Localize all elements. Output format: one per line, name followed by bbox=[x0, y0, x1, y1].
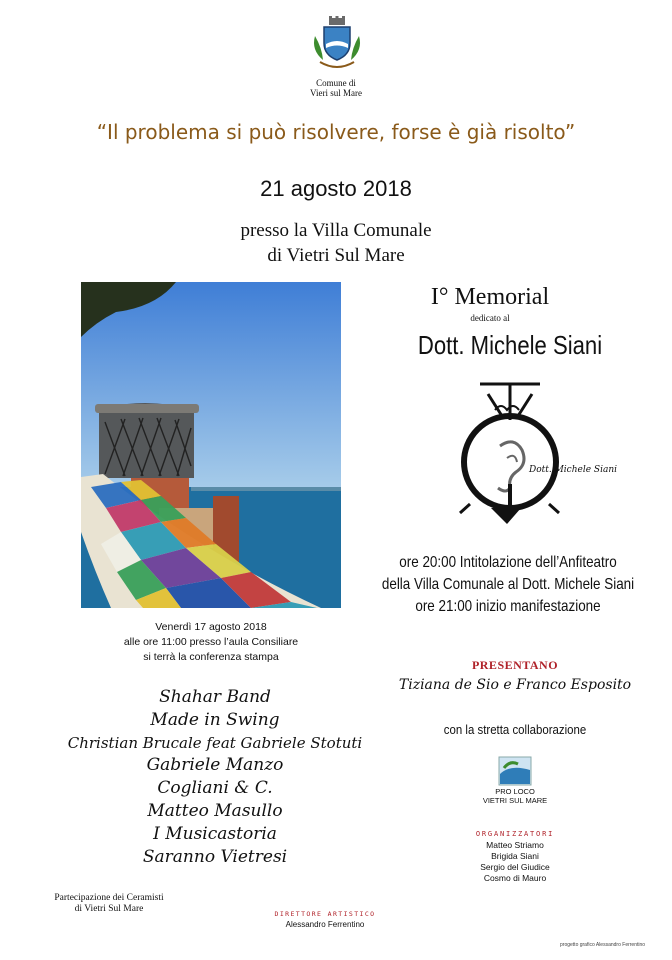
villa-photo bbox=[81, 282, 341, 608]
organizer-name: Brigida Siani bbox=[491, 851, 539, 861]
band-list bbox=[40, 686, 390, 868]
presenters-names: Tiziana de Sio e Franco Esposito bbox=[398, 677, 632, 693]
ceramisti-line-1: Partecipazione dei Ceramisti bbox=[54, 893, 164, 903]
organizer-name: Sergio del Giudice bbox=[480, 862, 550, 872]
press-line-2: alle ore 11:00 presso l’aula Consiliare bbox=[123, 636, 299, 648]
organizer-name: Cosmo di Mauro bbox=[483, 873, 547, 883]
ceramisti-line-2: di Vietri Sul Mare bbox=[74, 904, 144, 914]
organizers-list bbox=[450, 840, 580, 884]
venue-line-1: presso la Villa Comunale bbox=[240, 220, 432, 241]
crest-caption bbox=[276, 78, 396, 98]
pro-loco-line-1: PRO LOCO bbox=[495, 787, 535, 796]
venue bbox=[0, 218, 672, 268]
crest-name: Comune di bbox=[316, 78, 356, 88]
director-name: Alessandro Ferrentino bbox=[285, 920, 365, 929]
quote-text: “Il problema si può risolvere, forse è già risolto” bbox=[96, 120, 576, 144]
crest-place: Vieri sul Mare bbox=[310, 88, 362, 98]
press-conference bbox=[81, 620, 341, 665]
band-item: Matteo Masullo bbox=[147, 800, 283, 821]
event-date: 21 agosto 2018 bbox=[260, 176, 412, 201]
schedule bbox=[375, 552, 640, 618]
band-item: Gabriele Manzo bbox=[146, 755, 284, 776]
band-item: Cogliani & C. bbox=[157, 778, 273, 799]
presenters-heading: PRESENTANO bbox=[471, 658, 559, 672]
drum-ear-logo bbox=[455, 380, 625, 530]
band-item: Shahar Band bbox=[159, 687, 271, 707]
pro-loco-line-2: VIETRI SUL MARE bbox=[482, 796, 548, 805]
pro-loco-text bbox=[470, 787, 560, 805]
memorial-title: I° Memorial bbox=[430, 284, 550, 310]
graphic-credit: progetto grafico Alessandro Ferrentino bbox=[560, 942, 646, 948]
logo-caption: Dott. Michele Siani bbox=[529, 465, 617, 475]
band-item: Saranno Vietresi bbox=[142, 846, 288, 867]
memorial-dedicated: dedicato al bbox=[470, 313, 510, 323]
ceramisti-note bbox=[34, 893, 184, 915]
organizer-name: Matteo Striamo bbox=[486, 840, 544, 850]
director-heading: DIRETTORE ARTISTICO bbox=[274, 910, 376, 918]
municipal-crest-logo bbox=[306, 14, 368, 78]
schedule-line-2: della Villa Comunale al Dott. Michele Siani bbox=[381, 576, 635, 593]
memorial-honoree: Dott. Michele Siani bbox=[417, 330, 603, 360]
press-line-3: si terrà la conferenza stampa bbox=[143, 651, 279, 663]
pro-loco-logo bbox=[498, 756, 532, 786]
schedule-line-3: ore 21:00 inizio manifestazione bbox=[415, 598, 601, 615]
press-line-1: Venerdì 17 agosto 2018 bbox=[155, 621, 267, 633]
venue-line-2: di Vietri Sul Mare bbox=[267, 245, 405, 266]
band-item: Made in Swing bbox=[150, 709, 280, 730]
collaboration-text: con la stretta collaborazione bbox=[443, 722, 587, 737]
band-item: Christian Brucale feat Gabriele Stotuti bbox=[67, 733, 363, 752]
organizers-heading: ORGANIZZATORI bbox=[475, 830, 555, 838]
band-item: I Musicastoria bbox=[153, 823, 277, 844]
schedule-line-1: ore 20:00 Intitolazione dell’Anfiteatro bbox=[399, 554, 617, 571]
